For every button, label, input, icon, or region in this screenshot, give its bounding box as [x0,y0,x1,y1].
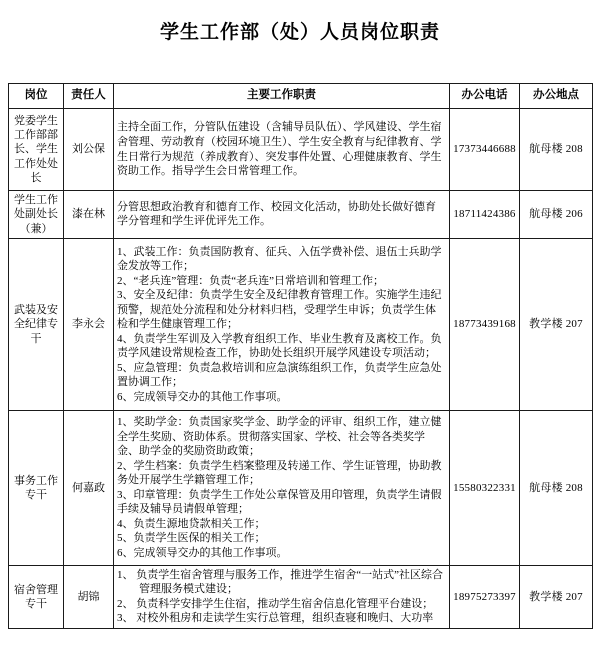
duty-item: 分管思想政治教育和德育工作、校园文化活动，协助处长做好德育学分管理和学生评优评先工作。 [117,200,436,228]
header-duties: 主要工作职责 [114,84,450,109]
phone-cell: 18711424386 [450,191,520,239]
duties-cell [114,238,450,410]
person-cell: 李永会 [64,238,114,410]
phone-cell: 18773439168 [450,238,520,410]
duties-cell [114,191,450,239]
position-cell: 武装及安全纪律专干 [9,238,64,410]
duties-cell [114,109,450,191]
position-cell: 学生工作处副处长（兼） [9,191,64,239]
table-row [9,109,593,191]
duty-item: 5、应急管理：负责急救培训和应急演练组织工作，负责学生应急处置协调工作； [117,361,442,389]
duty-item: 2、学生档案：负责学生档案整理及转递工作、学生证管理，协助教务处开展学生学籍管理工作； [117,459,442,487]
table-row [9,565,593,628]
duty-item: 1、奖助学金：负责国家奖学金、助学金的评审、组织工作，建立健全学生奖励、资助体系。贯彻落实国家、学校、社会等各类奖学金、助学金的奖励资助政策； [117,416,442,458]
duty-item: 6、完成领导交办的其他工作事项。 [117,390,288,403]
duty-item: 主持全面工作，分管队伍建设（含辅导员队伍）、学风建设、学生宿舍管理、劳动教育（校园环境卫生）、学生安全教育与纪律教育、学生日常行为规范（养成教育）、突发事件处置、心理健康教育、学生资助工作。指导学生会日常管理工作。 [117,121,442,178]
location-cell: 教学楼 207 [520,565,593,628]
header-row [9,84,593,109]
duty-item: 6、完成领导交办的其他工作事项。 [117,546,288,559]
position-cell: 事务工作专干 [9,410,64,565]
duties-cell [114,565,450,628]
duties-cell [114,410,450,565]
person-cell: 何嘉政 [64,410,114,565]
duty-item: 1、武装工作：负责国防教育、征兵、入伍学费补偿、退伍士兵助学金发放等工作； [117,245,442,273]
page-title: 学生工作部（处）人员岗位职责 [159,22,440,43]
table-row [9,238,593,410]
person-cell: 漆在林 [64,191,114,239]
person-cell: 胡锦 [64,565,114,628]
location-cell: 航母楼 208 [520,109,593,191]
header-location: 办公地点 [520,84,593,109]
table-row [9,410,593,565]
duty-item: 4、负责学生军训及入学教育组织工作、毕业生教育及离校工作。负责学风建设常规检查工作，协助处长组织开展学风建设专项活动； [117,332,442,360]
header-phone: 办公电话 [450,84,520,109]
header-person: 责任人 [64,84,114,109]
table-body [9,109,593,629]
duty-table [8,83,593,629]
location-cell: 航母楼 206 [520,191,593,239]
duty-item: 4、负责生源地贷款相关工作； [117,517,266,530]
header-position: 岗位 [9,84,64,109]
duty-item: 5、负责学生医保的相关工作； [117,532,266,545]
duty-item: 1、 负责学生宿舍管理与服务工作，推进学生宿舍“一站式”社区综合管理服务模式建设； [117,568,444,596]
location-cell: 教学楼 207 [520,238,593,410]
location-cell: 航母楼 208 [520,410,593,565]
duty-item: 3、 对校外租房和走读学生实行总管理，组织查寝和晚归、大功率 [117,612,434,625]
duty-item: 3、印章管理：负责学生工作处公章保管及用印管理，负责学生请假手续及辅导员请假单管理； [117,488,442,516]
position-cell: 宿舍管理专干 [9,565,64,628]
table-row [9,191,593,239]
table-header [9,84,593,109]
duty-item: 3、安全及纪律：负责学生安全及纪律教育管理工作。实施学生违纪预警，规范处分流程和处分材料归档，受理学生申诉；负责学生体检和学生健康管理工作； [117,289,442,331]
person-cell: 刘公保 [64,109,114,191]
phone-cell: 15580322331 [450,410,520,565]
duty-item: 2、“老兵连”管理：负责“老兵连”日常培训和管理工作； [117,274,385,287]
phone-cell: 18975273397 [450,565,520,628]
position-cell: 党委学生工作部部长、学生工作处处长 [9,109,64,191]
phone-cell: 17373446688 [450,109,520,191]
duty-item: 2、 负责科学安排学生住宿，推动学生宿舍信息化管理平台建设； [117,597,434,610]
